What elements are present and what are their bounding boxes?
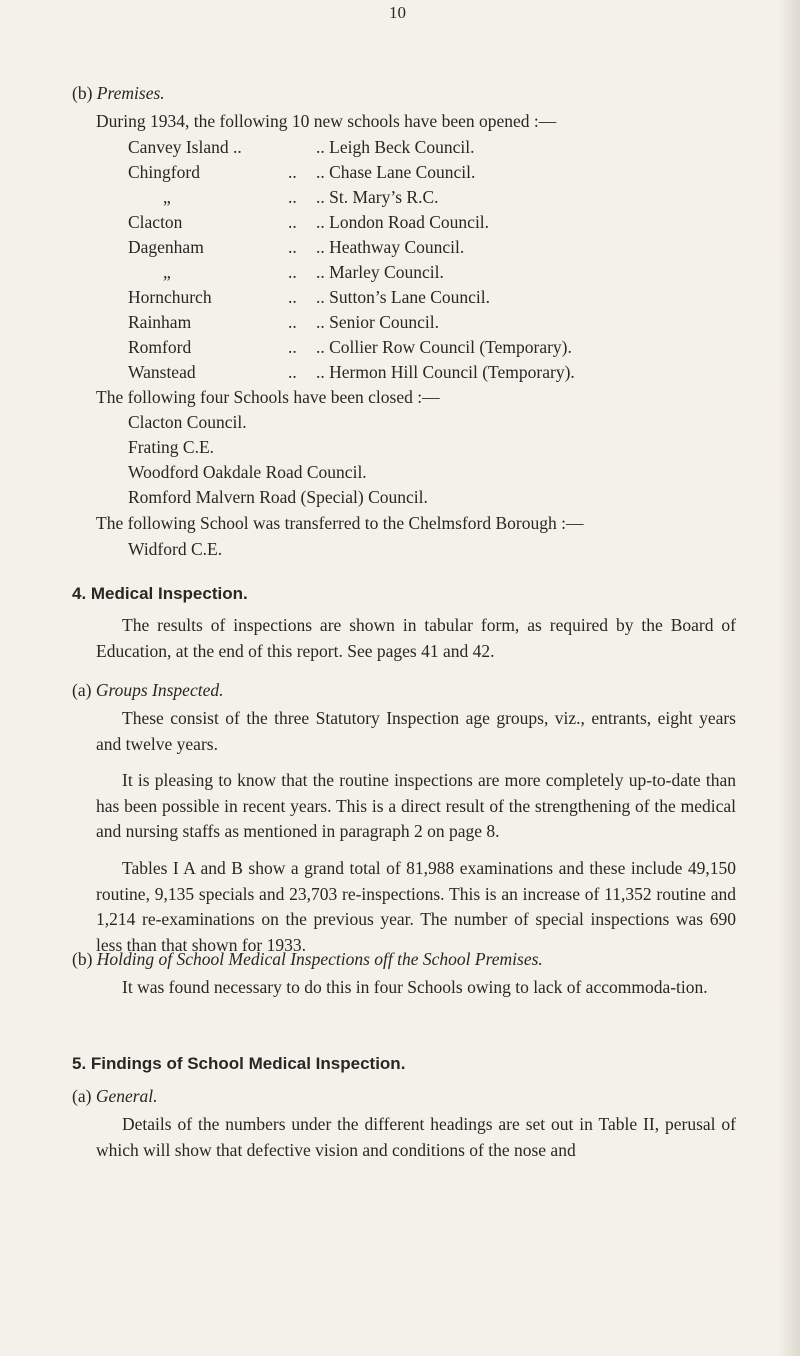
groups-inspected-heading bbox=[72, 677, 223, 703]
opened-place: Canvey Island .. bbox=[128, 137, 242, 157]
opened-school: .. Senior Council. bbox=[316, 312, 439, 332]
section-4-paragraph-2: These consist of the three Statutory Inspection age groups, viz., entrants, eight years and twelve years. bbox=[96, 708, 736, 754]
section-4-paragraph-4: Tables I A and B show a grand total of 81,988 examinations and these include 49,150 routine, 9,135 specials and 23,703 re-inspections. This is an increase of 11,352 routine and 1,214 re-examinations on the previous year. The number of special inspections was 690 less than that shown for 1933. bbox=[96, 858, 736, 955]
opened-school: .. Chase Lane Council. bbox=[316, 162, 476, 182]
opened-school: .. Leigh Beck Council. bbox=[316, 137, 475, 157]
opened-place: Hornchurch bbox=[128, 287, 212, 307]
closed-school: Clacton Council. bbox=[128, 412, 247, 432]
subsection-b-label: (b) bbox=[72, 949, 93, 969]
opened-school: .. Marley Council. bbox=[316, 262, 444, 282]
premises-title: Premises. bbox=[96, 83, 165, 103]
opened-school: .. Hermon Hill Council (Temporary). bbox=[316, 362, 575, 382]
dot-leader: .. bbox=[288, 237, 297, 257]
dot-leader: .. bbox=[288, 162, 297, 182]
transferred-school: Widford C.E. bbox=[128, 539, 223, 559]
opened-place-ditto: „ bbox=[163, 262, 171, 282]
section-4-paragraph-1: The results of inspections are shown in tabular form, as required by the Board of Education, at the end of this report. See pages 41 and 42. bbox=[96, 615, 736, 661]
dot-leader: .. bbox=[288, 337, 297, 357]
opened-place: Clacton bbox=[128, 212, 183, 232]
page-edge-shadow bbox=[778, 0, 800, 1356]
holding-inspections-heading bbox=[72, 946, 543, 972]
subsection-a-label: (a) bbox=[72, 680, 92, 700]
dot-leader: .. bbox=[288, 262, 297, 282]
subsection-a-label: (a) bbox=[72, 1086, 92, 1106]
section-4-paragraph-5: It was found necessary to do this in four Schools owing to lack of accommoda-tion. bbox=[122, 977, 708, 997]
subsection-a-title: General. bbox=[95, 1086, 158, 1106]
opened-place: Wanstead bbox=[128, 362, 196, 382]
dot-leader: .. bbox=[288, 362, 297, 382]
subsection-b-title: Holding of School Medical Inspections off the School Premises. bbox=[96, 949, 543, 969]
dot-leader: .. bbox=[288, 287, 297, 307]
dot-leader: .. bbox=[288, 187, 297, 207]
section-4-paragraph-3: It is pleasing to know that the routine inspections are more completely up-to-date than has been possible in recent years. This is a direct result of the strengthening of the medical and nursing staffs as mentioned in paragraph 2 on page 8. bbox=[96, 770, 736, 841]
closed-intro: The following four Schools have been closed :— bbox=[96, 387, 440, 407]
opened-school: .. Collier Row Council (Temporary). bbox=[316, 337, 572, 357]
premises-intro: During 1934, the following 10 new schools have been opened :— bbox=[96, 111, 557, 131]
section-4-heading: 4. Medical Inspection. bbox=[72, 584, 248, 603]
section-5-paragraph-1: Details of the numbers under the different headings are set out in Table II, perusal of which will show that defective vision and conditions of the nose and bbox=[96, 1114, 736, 1160]
opened-school: .. Sutton’s Lane Council. bbox=[316, 287, 491, 307]
opened-place: Dagenham bbox=[128, 237, 204, 257]
dot-leader: .. bbox=[288, 312, 297, 332]
dot-leader: .. bbox=[288, 212, 297, 232]
closed-school: Woodford Oakdale Road Council. bbox=[128, 462, 367, 482]
opened-place-ditto: „ bbox=[163, 187, 171, 207]
opened-school: .. London Road Council. bbox=[316, 212, 490, 232]
opened-place: Chingford bbox=[128, 162, 200, 182]
section-5-heading: 5. Findings of School Medical Inspection. bbox=[72, 1054, 406, 1073]
closed-school: Frating C.E. bbox=[128, 437, 215, 457]
premises-heading bbox=[72, 80, 165, 106]
opened-school: .. Heathway Council. bbox=[316, 237, 465, 257]
premises-label: (b) bbox=[72, 83, 93, 103]
opened-place: Romford bbox=[128, 337, 192, 357]
general-heading bbox=[72, 1083, 158, 1109]
opened-place: Rainham bbox=[128, 312, 192, 332]
subsection-a-title: Groups Inspected. bbox=[95, 680, 224, 700]
closed-school: Romford Malvern Road (Special) Council. bbox=[128, 487, 428, 507]
page-number: 10 bbox=[389, 3, 406, 22]
opened-school: .. St. Mary’s R.C. bbox=[316, 187, 439, 207]
transferred-intro: The following School was transferred to the Chelmsford Borough :— bbox=[96, 513, 584, 533]
